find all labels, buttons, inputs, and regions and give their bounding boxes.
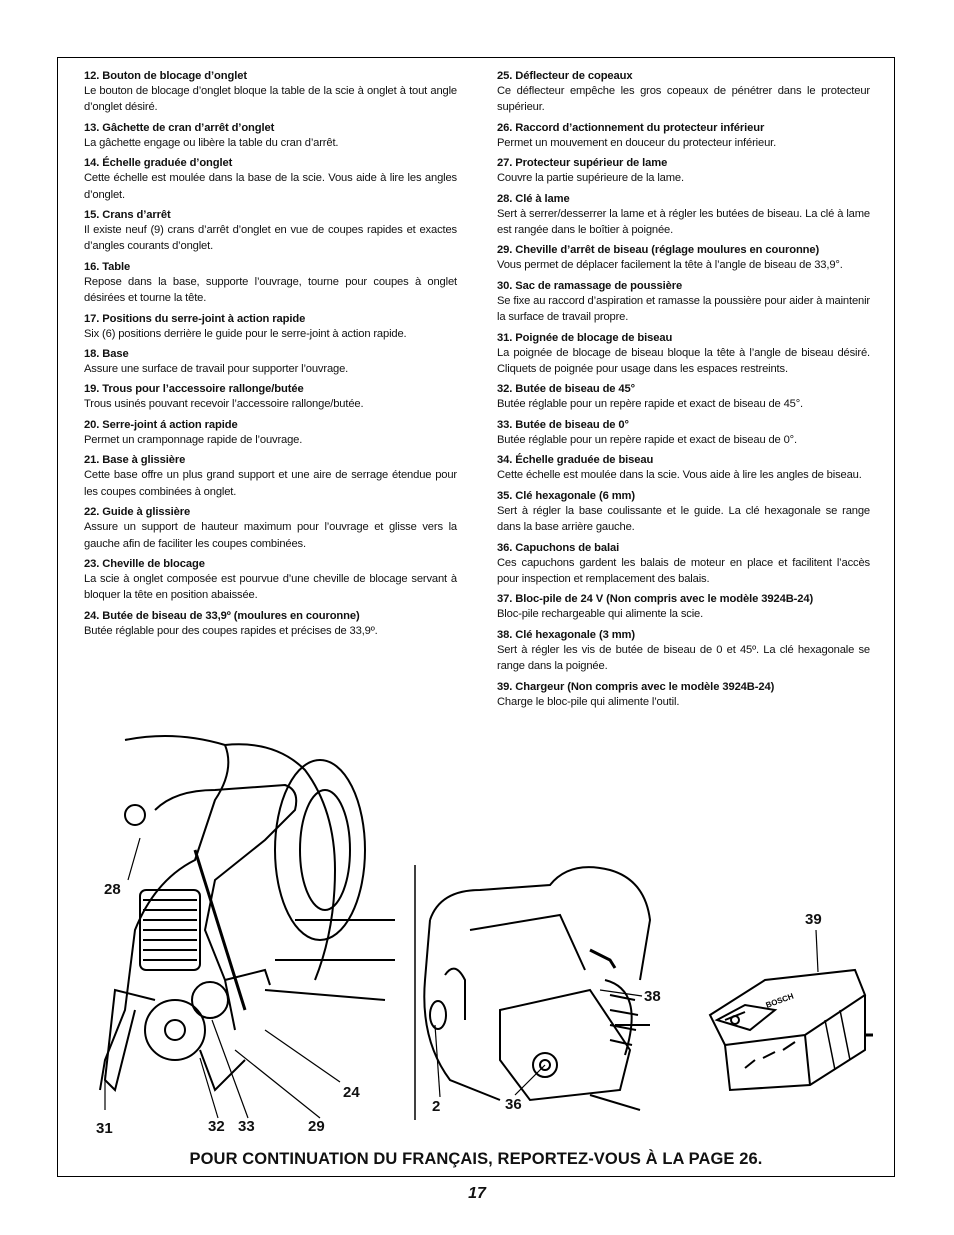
item-title: 29. Cheville d’arrêt de biseau (réglage moulures en couronne)	[497, 244, 820, 257]
item-title: 34. Échelle graduée de biseau	[497, 454, 654, 467]
item-title: 38. Clé hexagonale (3 mm)	[497, 628, 636, 641]
item-title: 12. Bouton de blocage d’onglet	[84, 70, 247, 82]
item-description: Sert à régler la base coulissante et le guide. La clé hexagonale se range dans la base arrière gauche.	[497, 504, 870, 534]
callout-39: 39	[805, 911, 822, 928]
item-title: 28. Clé à lame	[497, 192, 570, 205]
item-description: Six (6) positions derrière le guide pour le serre-joint à action rapide.	[84, 327, 407, 340]
item-title: 16. Table	[84, 260, 131, 273]
item-description: La scie à onglet composée est pourvue d’une cheville de blocage servant à bloquer la tête en position abaissée.	[84, 572, 457, 602]
callout-2: 2	[432, 1098, 441, 1115]
item-title: 18. Base	[84, 348, 129, 361]
page-number: 17	[468, 1185, 486, 1202]
item-title: 37. Bloc-pile de 24 V (Non compris avec le modèle 3924B-24)	[497, 593, 814, 606]
item-description: Le bouton de blocage d’onglet bloque la table de la scie à onglet à tout angle d’onglet désiré.	[84, 85, 457, 114]
item-title: 17. Positions du serre-joint à action rapide	[84, 312, 306, 325]
item-description: Butée réglable pour un repère rapide et exact de biseau de 45°.	[497, 398, 804, 411]
item-title: 39. Chargeur (Non compris avec le modèle 3924B-24)	[497, 680, 775, 693]
item-title: 35. Clé hexagonale (6 mm)	[497, 489, 636, 502]
item-title: 27. Protecteur supérieur de lame	[497, 157, 668, 170]
item-title: 22. Guide à glissière	[84, 506, 191, 519]
item-description: Assure un support de hauteur maximum pour l’ouvrage et glisse vers la gauche afin de faciliter les coupes combinées.	[84, 521, 457, 550]
item-title: 24. Butée de biseau de 33,9º (moulures en couronne)	[84, 609, 360, 622]
item-title: 23. Cheville de blocage	[84, 557, 205, 570]
item-title: 32. Butée de biseau de 45°	[497, 383, 636, 396]
callout-32: 32	[208, 1118, 225, 1135]
item-description: Cette échelle est moulée dans la scie. Vous aide à lire les angles de biseau.	[497, 469, 862, 482]
item-description: Butée réglable pour un repère rapide et exact de biseau de 0°.	[497, 433, 797, 446]
item-description: Charge le bloc-pile qui alimente l’outil.	[497, 695, 680, 708]
item-description: Il existe neuf (9) crans d’arrêt d’onglet en vue de coupes rapides et exactes d’angles courants d’onglet.	[84, 224, 457, 253]
item-title: 14. Échelle graduée d’onglet	[84, 157, 233, 170]
callout-36: 36	[505, 1096, 522, 1113]
item-description: Couvre la partie supérieure de la lame.	[497, 172, 684, 185]
item-title: 33. Butée de biseau de 0°	[497, 418, 629, 431]
item-title: 25. Déflecteur de copeaux	[497, 70, 633, 82]
item-title: 36. Capuchons de balai	[497, 541, 620, 554]
item-description: Permet un mouvement en douceur du protecteur inférieur.	[497, 136, 777, 149]
item-description: La poignée de blocage de biseau bloque la tête à l’angle de biseau désiré. Cliquets de poignée pour usage dans les espaces restreints.	[497, 346, 870, 376]
item-title: 13. Gâchette de cran d’arrêt d’onglet	[84, 121, 275, 134]
item-description: Assure une surface de travail pour supporter l’ouvrage.	[84, 363, 349, 376]
callout-28: 28	[104, 881, 121, 898]
callout-31: 31	[96, 1120, 113, 1137]
callout-29: 29	[308, 1118, 325, 1135]
item-description: Sert à régler les vis de butée de biseau de 0 et 45º. La clé hexagonale se range dans la poignée.	[497, 643, 870, 673]
item-title: 19. Trous pour l’accessoire rallonge/butée	[84, 383, 304, 396]
item-description: Se fixe au raccord d’aspiration et ramasse la poussière pour aider à maintenir la surface de travail propre.	[497, 294, 870, 324]
charger-brand: BOSCH	[764, 991, 795, 1010]
item-title: 20. Serre-joint á action rapide	[84, 418, 238, 431]
item-title: 30. Sac de ramassage de poussière	[497, 279, 683, 292]
item-description: La gâchette engage ou libère la table du cran d’arrêt.	[84, 136, 339, 149]
item-title: 31. Poignée de blocage de biseau	[497, 331, 673, 344]
item-title: 21. Base à glissière	[84, 454, 186, 467]
item-description: Permet un cramponnage rapide de l’ouvrage.	[84, 433, 303, 446]
item-description: Trous usinés pouvant recevoir l’accessoire rallonge/butée.	[84, 398, 364, 411]
item-description: Butée réglable pour des coupes rapides et précises de 33,9º.	[84, 624, 378, 637]
callout-38: 38	[644, 988, 661, 1005]
item-title: 15. Crans d’arrêt	[84, 209, 171, 222]
callout-24: 24	[343, 1084, 360, 1101]
item-description: Repose dans la base, supporte l’ouvrage, tourne pour coupes à onglet désirées et tourne la tête.	[84, 275, 457, 305]
item-description: Sert à serrer/desserrer la lame et à régler les butées de biseau. La clé à lame est rangée dans le boîtier à poignée.	[497, 207, 870, 237]
continuation-note: POUR CONTINUATION DU FRANÇAIS, REPORTEZ-VOUS À LA PAGE 26.	[189, 1150, 763, 1168]
item-title: 26. Raccord d’actionnement du protecteur inférieur	[497, 121, 765, 134]
item-description: Ce déflecteur empêche les gros copeaux de pénétrer dans le protecteur supérieur.	[497, 85, 870, 114]
item-description: Vous permet de déplacer facilement la tête à l’angle de biseau de 33,9°.	[497, 259, 843, 272]
callout-33: 33	[238, 1118, 255, 1135]
item-description: Bloc-pile rechargeable qui alimente la scie.	[497, 608, 704, 621]
item-description: Cette base offre un plus grand support et une aire de serrage étendue pour les coupes combinées à onglet.	[84, 469, 457, 498]
item-description: Cette échelle est moulée dans la base de la scie. Vous aide à lire les angles d’onglet.	[84, 172, 457, 201]
item-description: Ces capuchons gardent les balais de moteur en place et facilitent l’accès pour inspection et remplacement des balais.	[497, 556, 870, 585]
